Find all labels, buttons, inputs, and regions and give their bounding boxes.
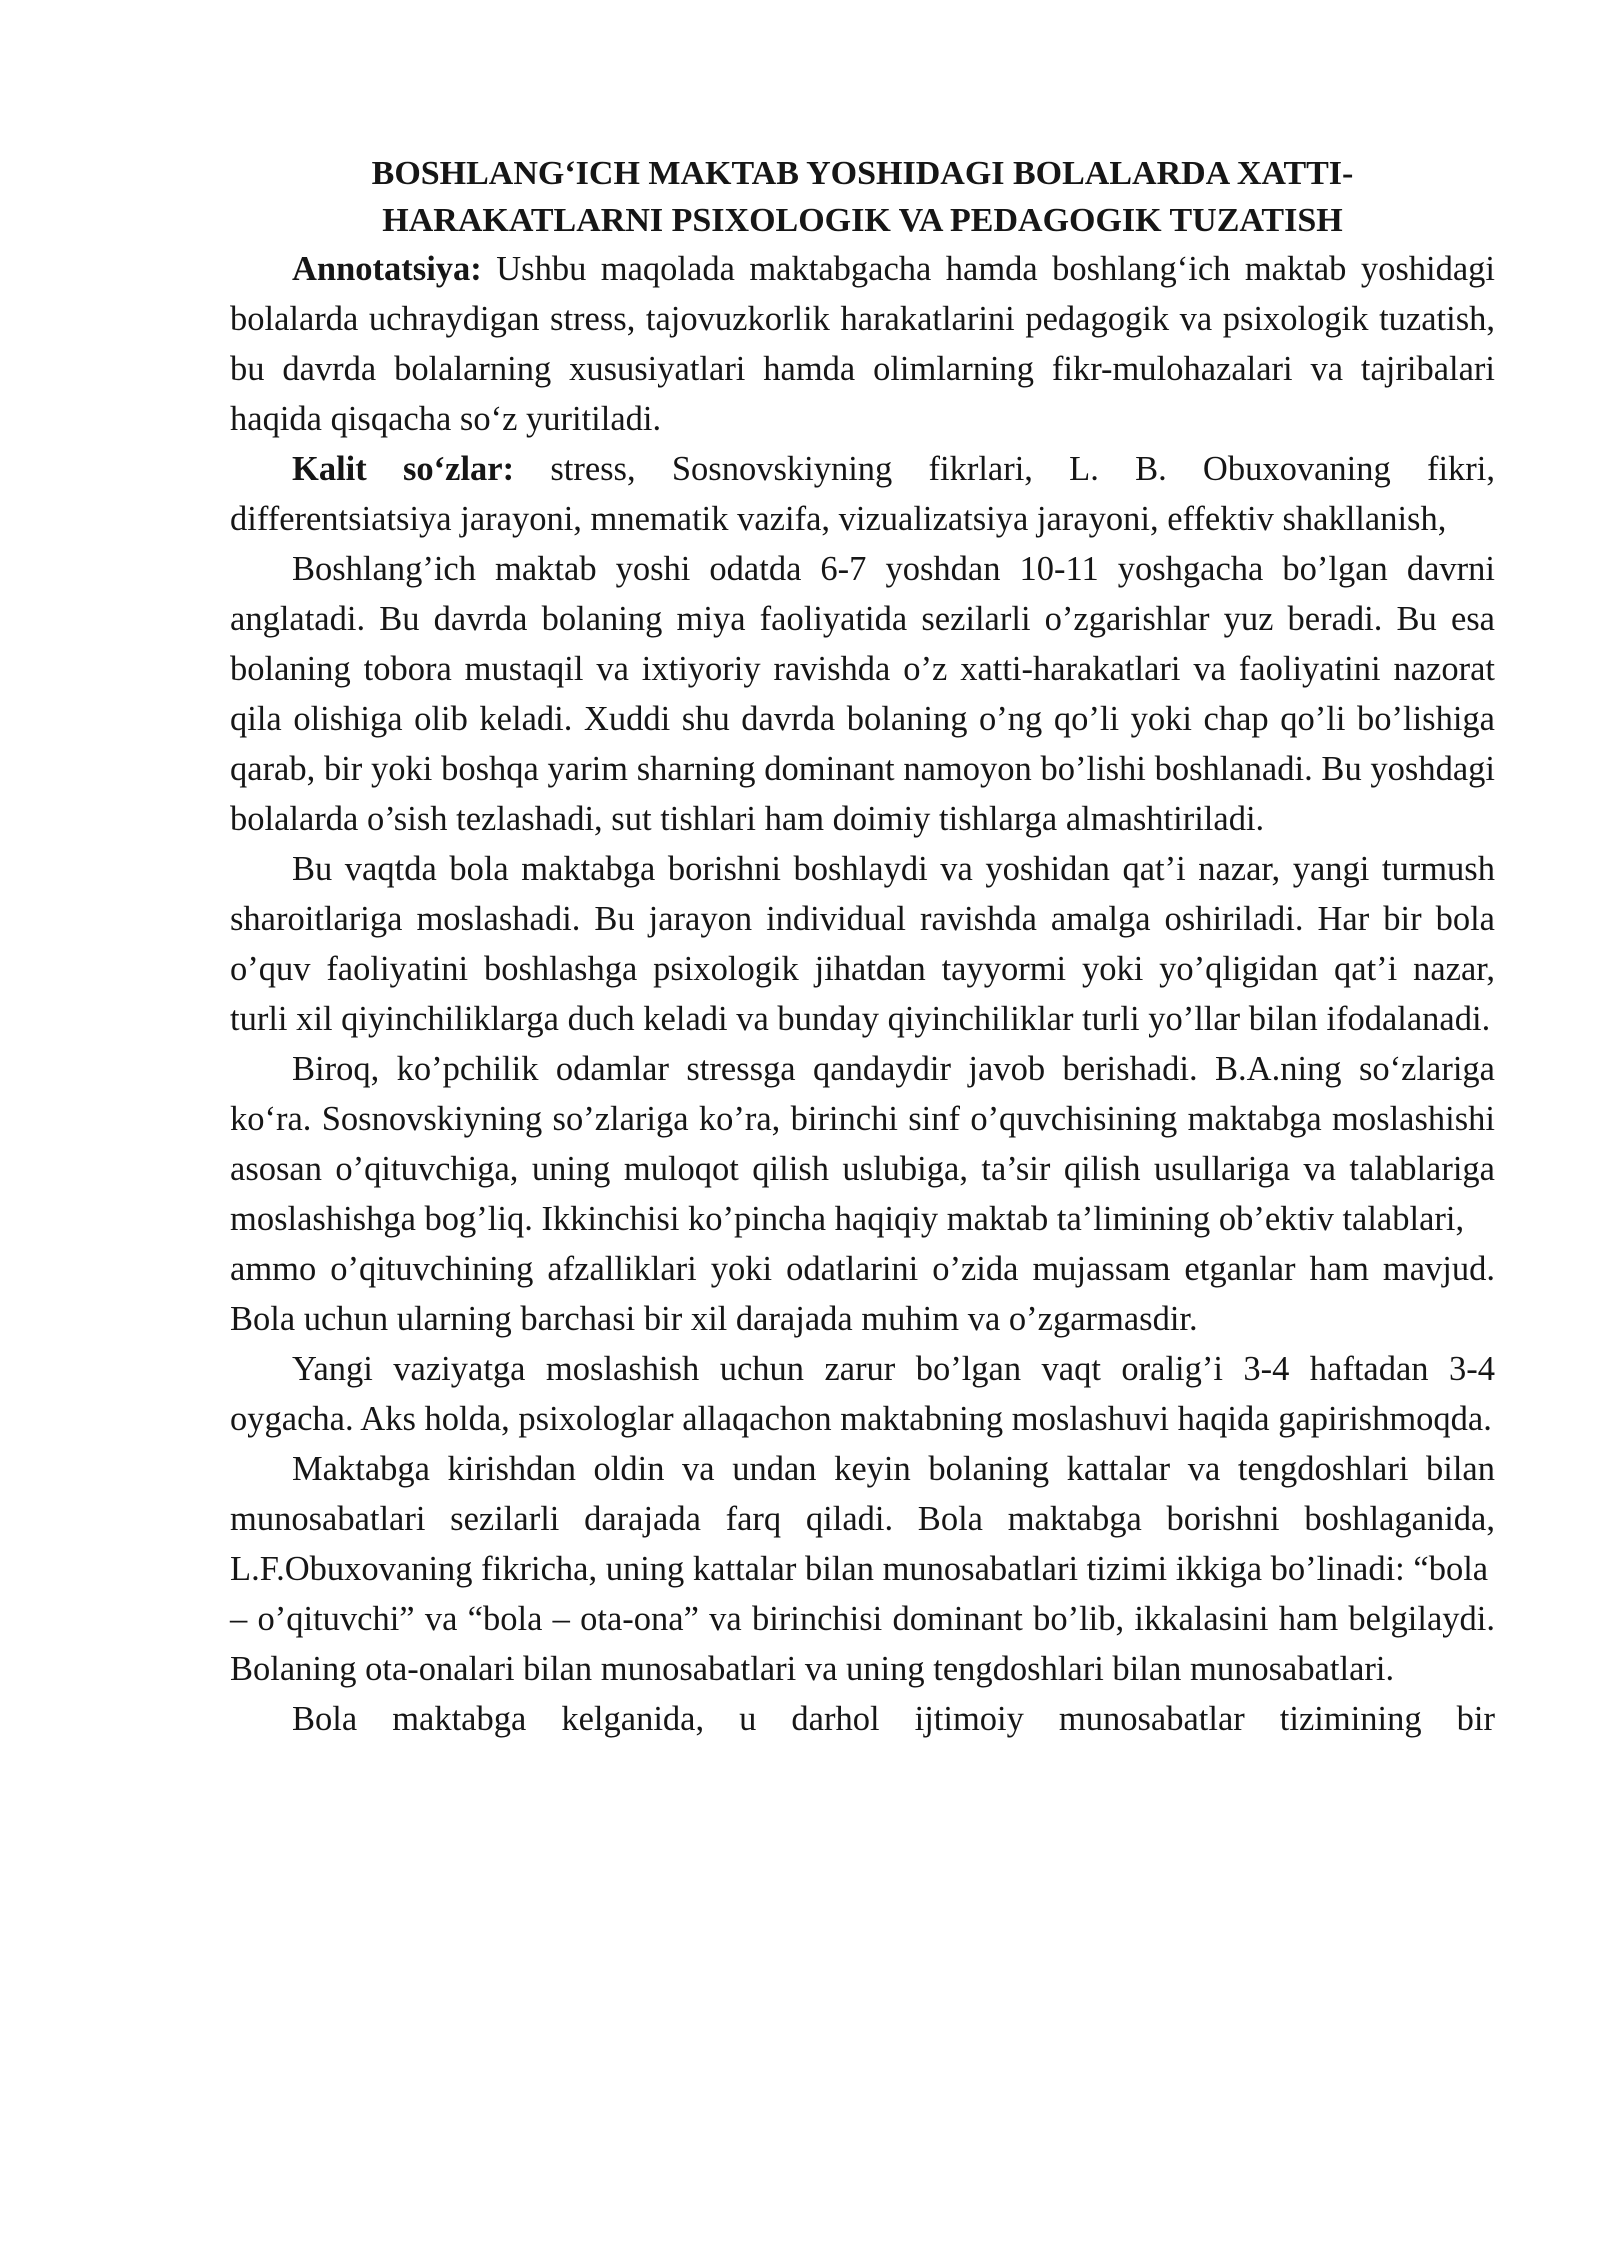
body-paragraph-5: Yangi vaziyatga moslashish uchun zarur bo’lgan vaqt oralig’i 3-4 haftadan 3-4 oygacha. Aks holda, psixologlar allaqachon maktabning moslashuvi haqida gapirishmoqda. [230,1350,1495,1438]
body-paragraph-8: Bola maktabga kelganida, u darhol ijtimoiy munosabatlar tizimining bir [292,1700,1495,1738]
annotation-label: Annotatsiya: [292,250,482,288]
body-paragraph-4: ammo o’qituvchining afzalliklari yoki odatlarini o’zida mujassam etganlar ham mavjud. Bola uchun ularning barchasi bir xil darajada muhim va o’zgarmasdir. [230,1250,1495,1338]
body-paragraph-2: Bu vaqtda bola maktabga borishni boshlaydi va yoshidan qat’i nazar, yangi turmush sharoitlariga moslashadi. Bu jarayon individual ravishda amalga oshiriladi. Har bir bola o’quv faoliyatini boshlashga psixologik jihatdan tayyormi yoki yo’qligidan qat’i nazar, turli xil qiyinchiliklarga duch keladi va bunday qiyinchiliklar turli yo’llar bilan ifodalanadi. [230,850,1495,1038]
title-line-1: BOSHLANG‘ICH MAKTAB YOSHIDAGI BOLALARDA XATTI- [371,155,1354,192]
document-page [230,150,1495,1744]
annotation-text: Ushbu maqolada maktabgacha hamda boshlang‘ich maktab yoshidagi bolalarda uchraydigan stress, tajovuzkorlik harakatlarini pedagogik va psixologik tuzatish, bu davrda bolalarning xususiyatlari hamda olimlarning fikr-mulohazalari va tajribalari haqida qisqacha so‘z yuritiladi. [230,250,1495,438]
title-line-2: HARAKATLARNI PSIXOLOGIK VA PEDAGOGIK TUZATISH [382,202,1343,239]
keywords-text: stress, Sosnovskiyning fikrlari, L. B. Obuxovaning fikri, differentsiatsiya jarayoni, mnematik vazifa, vizualizatsiya jarayoni, effektiv shakllanish, [230,450,1495,538]
body-paragraph-3: Biroq, ko’pchilik odamlar stressga qandaydir javob berishadi. B.A.ning so‘zlariga ko‘ra. Sosnovskiyning so’zlariga ko’ra, birinchi sinf o’quvchisining maktabga moslashishi asosan o’qituvchiga, uning muloqot qilish uslubiga, ta’sir qilish usullariga va talablariga moslashishga bog’liq. Ikkinchisi ko’pincha haqiqiy maktab ta’limining ob’ektiv talablari, [230,1050,1495,1238]
body-paragraph-1: Boshlang’ich maktab yoshi odatda 6-7 yoshdan 10-11 yoshgacha bo’lgan davrni anglatadi. Bu davrda bolaning miya faoliyatida sezilarli o’zgarishlar yuz beradi. Bu esa bolaning tobora mustaqil va ixtiyoriy ravishda o’z xatti-harakatlari va faoliyatini nazorat qila olishiga olib keladi. Xuddi shu davrda bolaning o’ng qo’li yoki chap qo’li bo’lishiga qarab, bir yoki boshqa yarim sharning dominant namoyon bo’lishi boshlanadi. Bu yoshdagi bolalarda o’sish tezlashadi, sut tishlari ham doimiy tishlarga almashtiriladi. [230,550,1495,838]
keywords-label: Kalit so‘zlar: [292,450,515,488]
annotation-paragraph [230,244,1495,444]
document-title [230,150,1495,244]
keywords-paragraph [230,444,1495,544]
body-paragraph-7: – o’qituvchi” va “bola – ota-ona” va birinchisi dominant bo’lib, ikkalasini ham belgilaydi. Bolaning ota-onalari bilan munosabatlari va uning tengdoshlari bilan munosabatlari. [230,1600,1495,1688]
body-paragraph-6: Maktabga kirishdan oldin va undan keyin bolaning kattalar va tengdoshlari bilan munosabatlari sezilarli darajada farq qiladi. Bola maktabga borishni boshlaganida, L.F.Obuxovaning fikricha, uning kattalar bilan munosabatlari tizimi ikkiga bo’linadi: “bola [230,1450,1495,1588]
